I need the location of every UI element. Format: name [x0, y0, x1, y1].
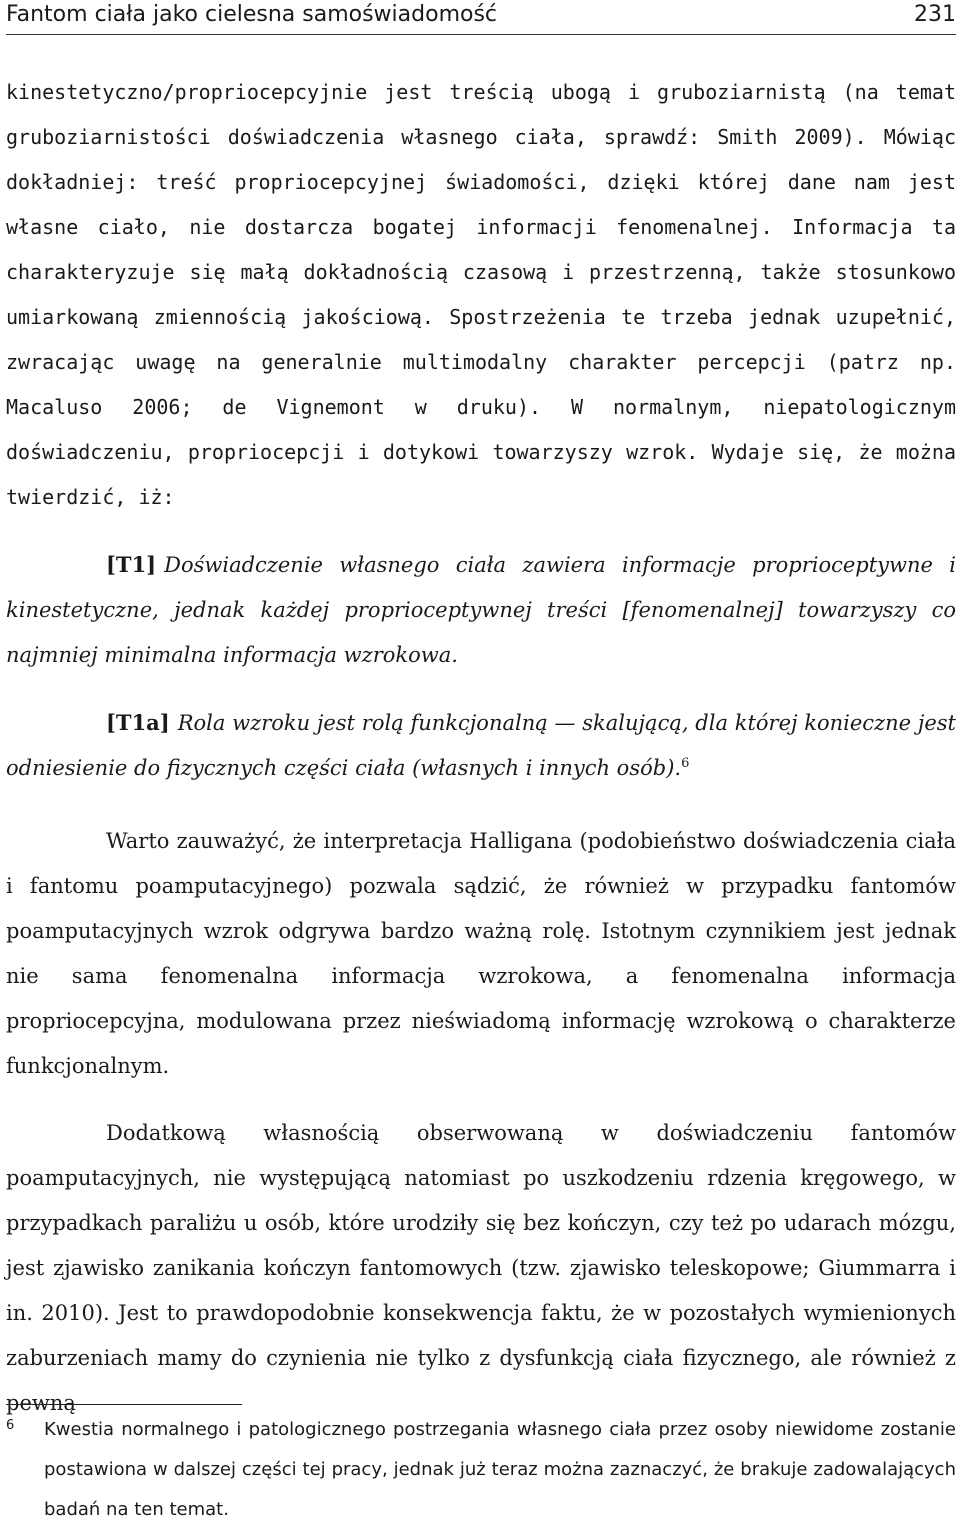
footnote-number: 6 [6, 1418, 15, 1433]
thesis-t1a [6, 700, 956, 791]
footnote-text: Kwestia normalnego i patologicznego postrzegania własnego ciała przez osoby niewidome zostanie postawiona w dalszej części tej pracy, jednak już teraz można zaznaczyć, że brakuje zadowalających badań na ten temat. [44, 1419, 956, 1520]
thesis-t1a-tag: [T1a] [106, 710, 170, 735]
footnote-reference[interactable]: 6 [681, 756, 690, 771]
running-head [6, 0, 956, 35]
thesis-t1-tag: [T1] [106, 552, 157, 577]
paragraph-3: Dodatkową własnością obserwowaną w doświadczeniu fantomów poamputacyjnych, nie występującą natomiast po uszkodzeniu rdzenia kręgowego, w przypadkach paraliżu u osób, które urodziły się bez kończyn, czy też po udarach mózgu, jest zjawisko zanikania kończyn fantomowych (tzw. zjawisko teleskopowe; Giummarra i in. 2010). Jest to prawdopodobnie konsekwencja faktu, że w pozostałych wymienionych zaburzeniach mamy do czynienia nie tylko z dysfunkcją ciała fizycznego, ale również z pewną [6, 1121, 956, 1415]
body-text [6, 70, 956, 1426]
thesis-t1a-text: Rola wzroku jest rolą funkcjonalną — skalującą, dla której konieczne jest odniesienie do fizycznych części ciała (własnych i innych osób). [6, 711, 956, 780]
thesis-t1-text: Doświadczenie własnego ciała zawiera informacje proprioceptywne i kinestetyczne, jednak każdej proprioceptywnej treści [fenomenalnej] towarzyszy co najmniej minimalna informacja wzrokowa. [6, 553, 956, 667]
footnote [6, 1410, 956, 1530]
book-page [6, 0, 956, 1525]
running-head-title: Fantom ciała jako cielesna samoświadomość [6, 2, 498, 27]
paragraph-1: kinestetyczno/propriocepcyjnie jest treścią ubogą i gruboziarnistą (na temat gruboziarnistości doświadczenia własnego ciała, sprawdź: Smith 2009). Mówiąc dokładniej: treść propriocepcyjnej świadomości, dzięki której dane nam jest własne ciało, nie dostarcza bogatej informacji fenomenalnej. Informacja ta charakteryzuje się małą dokładnością czasową i przestrzenną, także stosunkowo umiarkowaną zmiennością jakościową. Spostrzeżenia te trzeba jednak uzupełnić, zwracając uwagę na generalnie multimodalny charakter percepcji (patrz np. Macaluso 2006; de Vignemont w druku). W normalnym, niepatologicznym doświadczeniu, propriocepcji i dotykowi towarzyszy wzrok. Wydaje się, że można twierdzić, iż: [6, 80, 956, 509]
footnote-separator [6, 1404, 242, 1405]
thesis-t1 [6, 542, 956, 678]
paragraph-2: Warto zauważyć, że interpretacja Halligana (podobieństwo doświadczenia ciała i fantomu poamputacyjnego) pozwala sądzić, że również w przypadku fantomów poamputacyjnych wzrok odgrywa bardzo ważną rolę. Istotnym czynnikiem jest jednak nie sama fenomenalna informacja wzrokowa, a fenomenalna informacja propriocepcyjna, modulowana przez nieświadomą informację wzrokową o charakterze funkcjonalnym. [6, 829, 956, 1078]
page-number: 231 [914, 2, 956, 27]
